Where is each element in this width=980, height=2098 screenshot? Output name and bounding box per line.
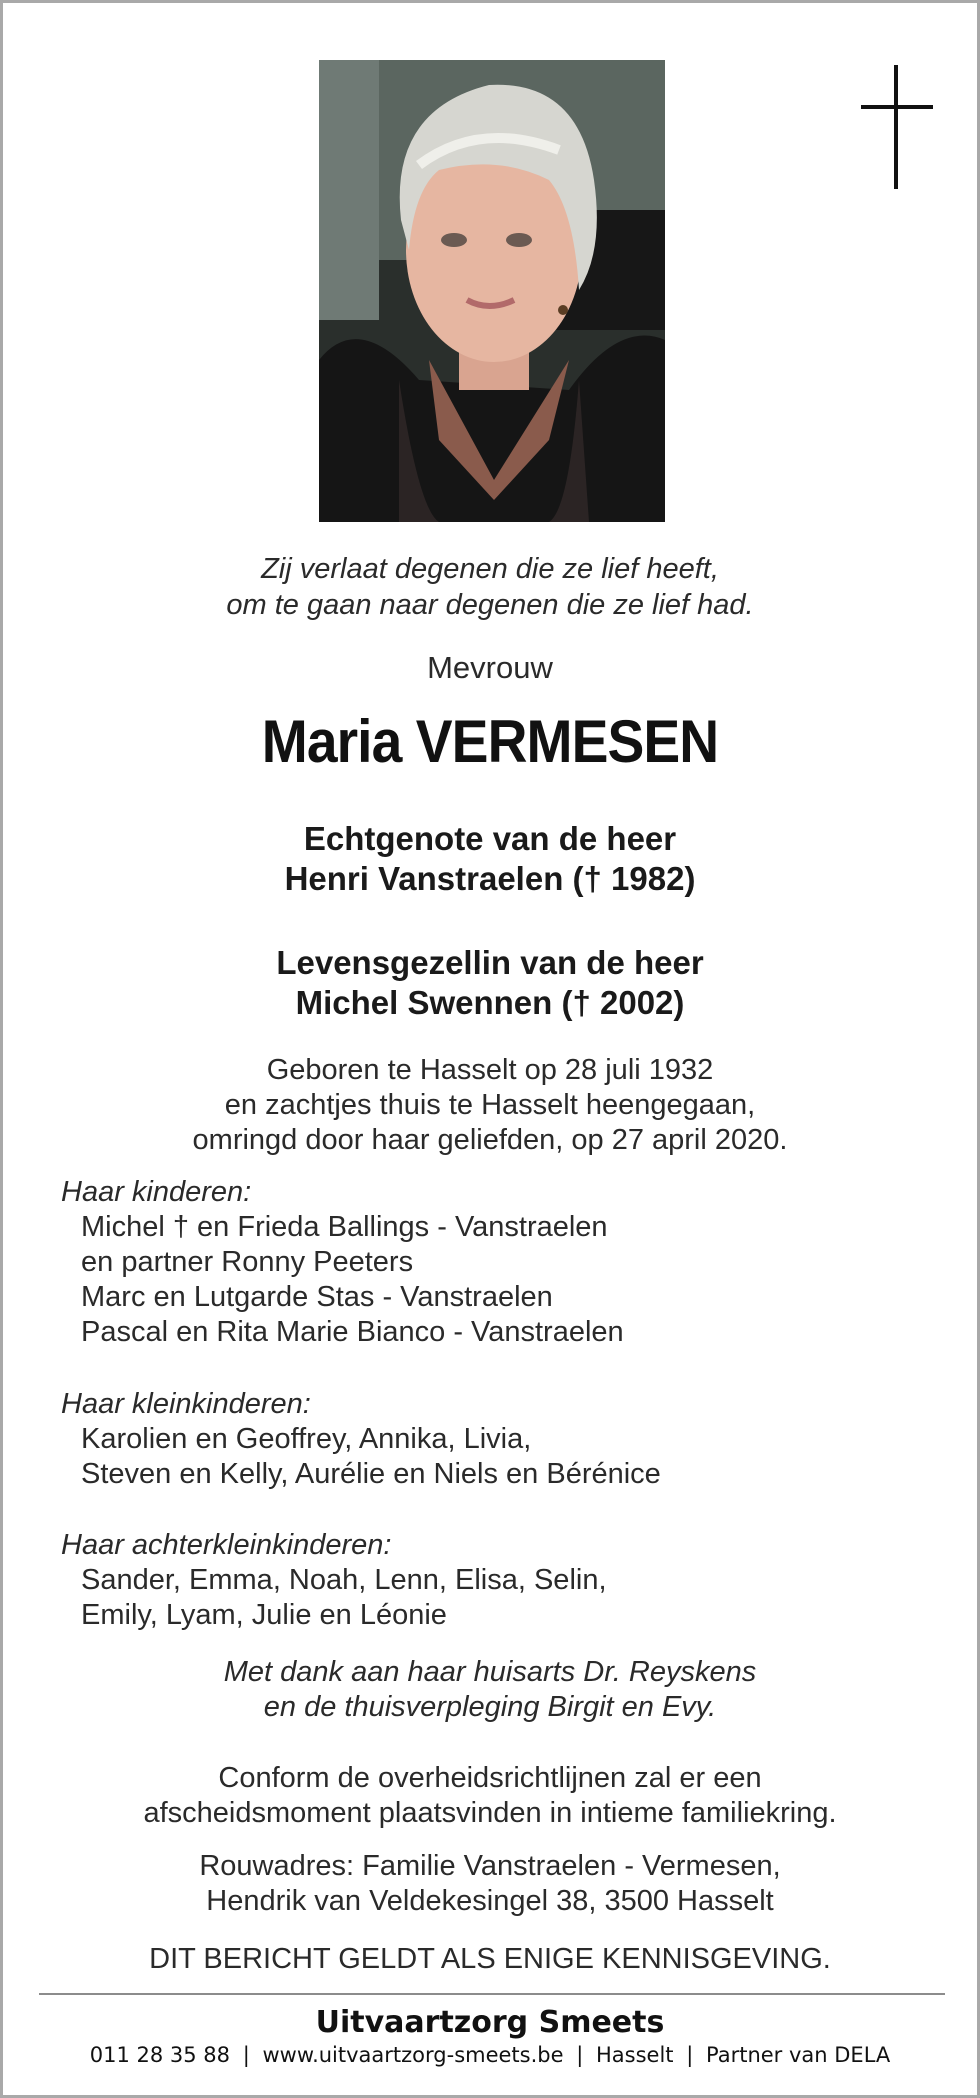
footer-website-link[interactable]: www.uitvaartzorg-smeets.be <box>262 2043 564 2067</box>
born-line-1: Geboren te Hasselt op 28 juli 1932 <box>266 1054 714 1086</box>
family-line: Michel † en Frieda Ballings - Vanstraelen <box>81 1211 608 1243</box>
address-line-1: Rouwadres: Familie Vanstraelen - Vermesen, <box>199 1850 781 1882</box>
title-prefix: Mevrouw <box>427 650 553 685</box>
family-line: en partner Ronny Peeters <box>81 1246 414 1278</box>
footer-city: Hasselt <box>596 2043 674 2067</box>
family-line: Pascal en Rita Marie Bianco - Vanstraelen <box>81 1316 624 1348</box>
thanks-line-1: Met dank aan haar huisarts Dr. Reyskens <box>223 1656 757 1688</box>
spouse-line-1: Echtgenote van de heer <box>303 820 677 857</box>
footer-phone: 011 28 35 88 <box>89 2043 231 2067</box>
spouse-info <box>3 819 977 899</box>
family-heading: Haar kleinkinderen: <box>61 1388 311 1420</box>
footer-divider <box>39 1993 945 1995</box>
family-heading: Haar achterkleinkinderen: <box>61 1529 392 1561</box>
partner-info <box>3 943 977 1023</box>
footer-partner: Partner van DELA <box>705 2043 891 2067</box>
footer-separator: | <box>576 2043 584 2067</box>
cross-icon <box>861 65 933 189</box>
mourning-address <box>3 1849 977 1919</box>
family-line: Marc en Lutgarde Stas - Vanstraelen <box>81 1281 553 1313</box>
deceased-name: Maria VERMESEN <box>261 708 719 775</box>
footer-contact <box>3 2043 977 2067</box>
quote-line-2: om te gaan naar degenen die ze lief had. <box>226 589 754 621</box>
thanks-note <box>3 1655 977 1725</box>
portrait-photo <box>319 60 665 522</box>
notice-text: DIT BERICHT GELDT ALS ENIGE KENNISGEVING. <box>149 1943 831 1975</box>
born-line-3: omringd door haar geliefden, op 27 april 2020. <box>192 1124 788 1156</box>
birth-death-info <box>3 1053 977 1158</box>
family-line: Sander, Emma, Noah, Lenn, Elisa, Selin, <box>81 1564 607 1596</box>
ceremony-line-2: afscheidsmoment plaatsvinden in intieme familiekring. <box>143 1797 837 1829</box>
family-line: Karolien en Geoffrey, Annika, Livia, <box>81 1423 532 1455</box>
born-line-2: en zachtjes thuis te Hasselt heengegaan, <box>224 1089 756 1121</box>
family-heading: Haar kinderen: <box>61 1176 252 1208</box>
partner-line-2: Michel Swennen († 2002) <box>295 984 685 1021</box>
portrait-image <box>319 60 665 522</box>
footer-separator: | <box>242 2043 250 2067</box>
quote-line-1: Zij verlaat degenen die ze lief heeft, <box>261 553 719 585</box>
family-grandchildren <box>61 1387 921 1492</box>
address-line-2: Hendrik van Veldekesingel 38, 3500 Hasselt <box>206 1885 774 1917</box>
funeral-company-name: Uitvaartzorg Smeets <box>315 2005 665 2040</box>
ceremony-line-1: Conform de overheidsrichtlijnen zal er een <box>218 1762 762 1794</box>
spouse-line-2: Henri Vanstraelen († 1982) <box>284 860 696 897</box>
family-great-grandchildren <box>61 1528 921 1633</box>
family-line: Emily, Lyam, Julie en Léonie <box>81 1599 447 1631</box>
memorial-quote <box>3 551 977 623</box>
family-children <box>61 1175 921 1350</box>
footer-separator: | <box>686 2043 694 2067</box>
partner-line-1: Levensgezellin van de heer <box>276 944 704 981</box>
ceremony-note <box>3 1761 977 1831</box>
family-line: Steven en Kelly, Aurélie en Niels en Bérénice <box>81 1458 661 1490</box>
thanks-line-2: en de thuisverpleging Birgit en Evy. <box>263 1691 717 1723</box>
